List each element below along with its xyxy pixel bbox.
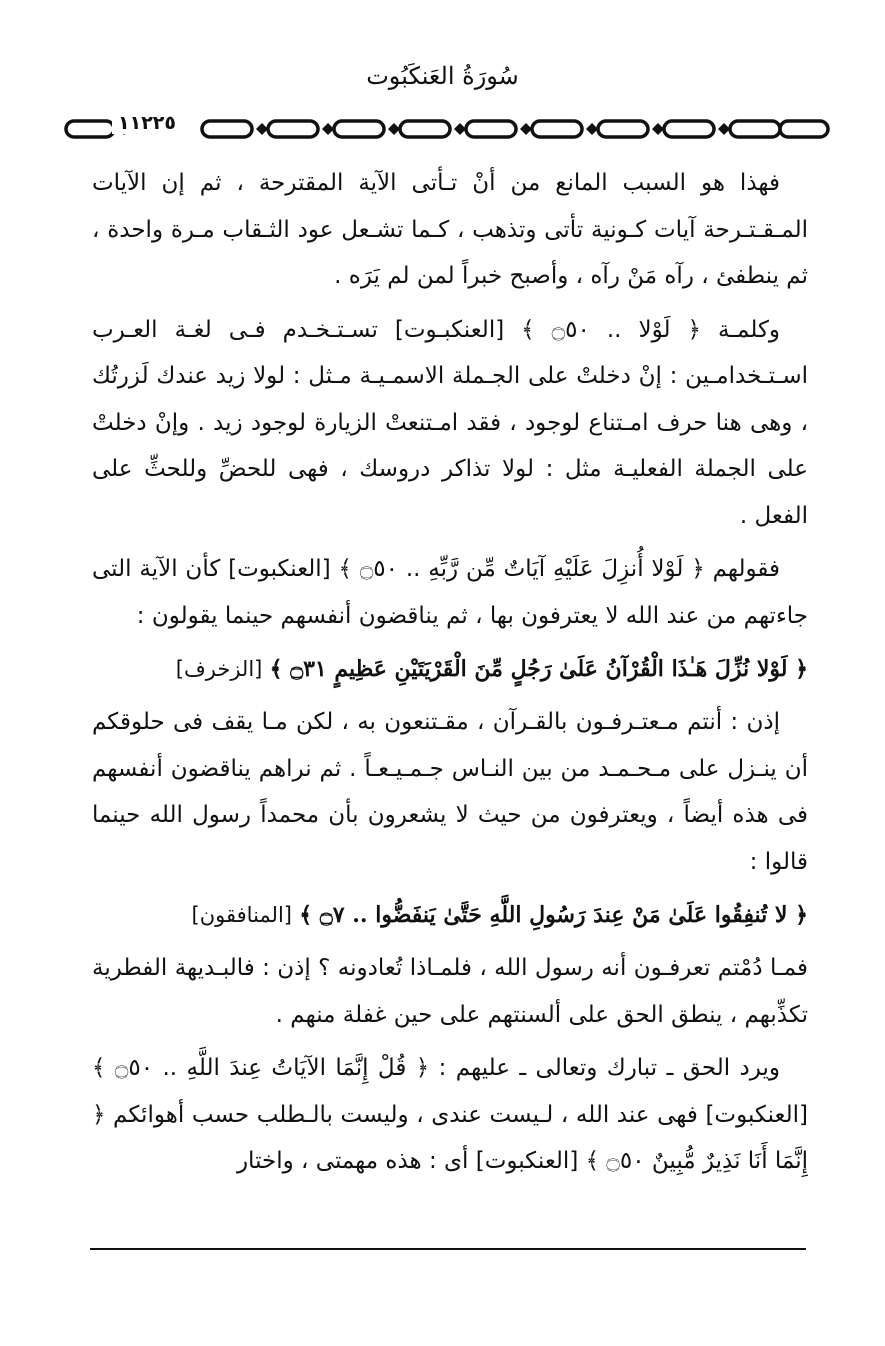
surah-title: سُورَةُ العَنكَبُوت [366,62,519,90]
verse-reference: [الزخرف] [175,657,263,681]
quran-verse: ﴿ لَوْلا نُزِّلَ هَـٰذَا الْقُرْآنُ عَلَىٰ رَجُلٍ مِّنَ الْقَرْيَتَيْنِ عَظِيمٍ ۝٣١ ﴾ [269,656,808,682]
page-body [92,160,808,1192]
paragraph-4: إذن : أنتم مـعتـرفـون بالقـرآن ، مقـتنعون به ، لكن مـا يقف فى حلوقكم أن ينـزل على مـحـمـد من بين النـاس جـمـيـعـاً . ثم نراهم يناقضون أنفسهم فى هذه أيضاً ، ويعترفون من حيث لا يشعرون بأن محمداً رسول الله حينما قالوا : [92,709,808,875]
paragraph-5: فمـا دُمْتم تعرفـون أنه رسول الله ، فلمـاذا تُعادونه ؟ إذن : فالبـديهة الفطرية تكذِّبهم ، ينطق الحق على ألسنتهم على حين غفلة منهم . [92,955,808,1028]
quran-verse: ﴿ لا تُنفِقُوا عَلَىٰ مَنْ عِندَ رَسُولِ اللَّهِ حَتَّىٰ يَنفَضُّوا .. ۝٧ ﴾ [299,902,808,928]
verse-munafiqun-line [92,892,808,938]
paragraph-2: وكلمـة ﴿ لَوْلا .. ۝٥٠ ﴾ [العنكبـوت] تسـتـخـدم فـى لغـة العـرب اسـتـخدامـين : إنْ دخلتْ على الجـملة الاسمـيـة مـثل : لولا زيد عندك لَزرتُك ، وهى هنا حرف امـتناع لوجود ، فقد امـتنعتْ الزيارة لوجود زيد . وإنْ دخلتْ على الجملة الفعليـة مثل : لولا تذاكر دروسك ، فهى للحضِّ وللحثِّ على الفعل . [92,316,808,529]
page-number: ١١٢٢٥ [112,112,182,134]
verse-zukhruf-line [92,646,808,692]
verse-reference: [المنافقون] [191,903,292,927]
paragraph-3: فقولهم ﴿ لَوْلا أُنزِلَ عَلَيْهِ آيَاتٌ مِّن رَّبِّهِ .. ۝٥٠ ﴾ [العنكبوت] كأن الآية التى جاءتهم من عند الله لا يعترفون بها ، ثم يناقضون أنفسهم حينما يقولون : [92,556,808,629]
footer-rule [90,1248,806,1250]
paragraph-6: ويرد الحق ـ تبارك وتعالى ـ عليهم : ﴿ قُلْ إِنَّمَا الآيَاتُ عِندَ اللَّهِ .. ۝٥٠ ﴾ [العنكبوت] فهى عند الله ، لـيست عندى ، وليست بالـطلب حسب أهوائكم ﴿ إِنَّمَا أَنَا نَذِيرٌ مُّبِينٌ ۝٥٠ ﴾ [العنكبوت] أى : هذه مهمتى ، واختار [92,1055,808,1174]
paragraph-1: فهذا هو السبب المانع من أنْ تـأتى الآية المقترحة ، ثم إن الآيات المـقـتـرحة آيات كـونية تأتى وتذهب ، كـما تشـعل عود الثـقاب مـرة واحدة ، ثم ينطفئ ، رآه مَنْ رآه ، وأصبح خبراً لمن لم يَرَه . [92,170,808,289]
